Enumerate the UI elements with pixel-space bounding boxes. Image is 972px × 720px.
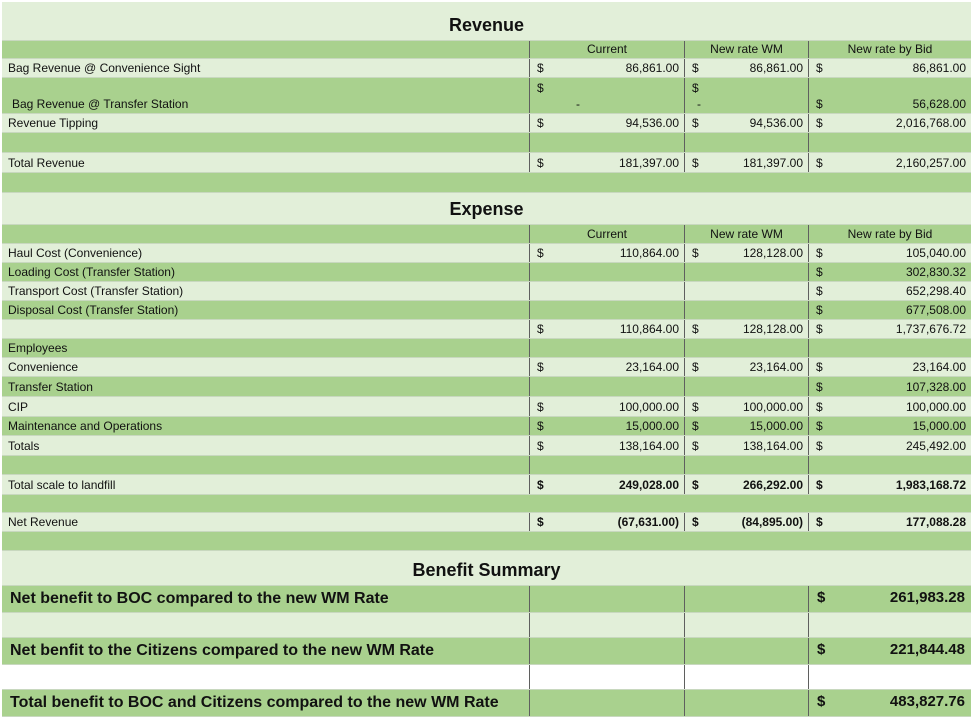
dollar-sign: $: [816, 515, 823, 529]
summary-label: Net benfit to the Citizens compared to the new WM Rate: [10, 642, 435, 659]
table-row[interactable]: [2, 114, 971, 133]
table-row-total-revenue[interactable]: [2, 153, 971, 173]
cell-current: 249,028.00: [618, 478, 679, 492]
dollar-sign: $: [692, 81, 699, 95]
table-row[interactable]: [2, 263, 971, 282]
dollar-sign: $: [816, 419, 823, 433]
cell-new-rate-bid: 105,040.00: [905, 246, 966, 260]
dollar-sign: $: [692, 478, 699, 492]
cell-new-rate-bid: 23,164.00: [912, 360, 966, 374]
header-current: Current: [586, 227, 627, 241]
expense-header-row[interactable]: [2, 225, 971, 244]
row-label: Transfer Station: [8, 380, 93, 394]
table-row-subtotal[interactable]: [2, 320, 971, 339]
row-label: Convenience: [8, 360, 79, 374]
dollar-sign: $: [816, 156, 823, 170]
dollar-sign: $: [537, 439, 544, 453]
dollar-sign: $: [537, 400, 544, 414]
cell-new-rate-wm: 94,536.00: [749, 116, 803, 130]
row-label: Transport Cost (Transfer Station): [8, 284, 184, 298]
dollar-sign: $: [692, 439, 699, 453]
cell-current: 110,864.00: [619, 246, 679, 260]
cell-new-rate-wm: 138,164.00: [742, 439, 803, 453]
dollar-sign: $: [816, 303, 823, 317]
summary-value: 221,844.48: [889, 641, 965, 658]
dollar-sign: $: [692, 156, 699, 170]
cell-new-rate-bid: 652,298.40: [905, 284, 966, 298]
table-row[interactable]: [2, 301, 971, 320]
cell-new-rate-bid: 86,861.00: [912, 61, 966, 75]
dollar-sign: $: [692, 61, 699, 75]
table-row[interactable]: [2, 358, 971, 377]
cell-new-rate-wm: 23,164.00: [749, 360, 803, 374]
table-row[interactable]: [2, 417, 971, 436]
table-row[interactable]: [2, 377, 971, 397]
dollar-sign: $: [816, 322, 823, 336]
dollar-sign: $: [692, 246, 699, 260]
revenue-header-row[interactable]: [2, 41, 971, 59]
cell-new-rate-wm: 86,861.00: [749, 61, 803, 75]
cell-new-rate-bid: 2,016,768.00: [895, 116, 966, 130]
summary-row-total[interactable]: [2, 690, 971, 717]
dollar-sign: $: [816, 284, 823, 298]
dollar-sign: $: [816, 478, 823, 492]
dollar-sign: $: [692, 116, 699, 130]
dollar-sign: $: [537, 156, 544, 170]
dollar-sign: $: [537, 116, 544, 130]
dollar-sign: $: [816, 61, 823, 75]
summary-title: Benefit Summary: [412, 560, 561, 580]
cell-new-rate-wm: 128,128.00: [742, 322, 803, 336]
summary-row-boc[interactable]: [2, 586, 971, 613]
dollar-sign: $: [537, 246, 544, 260]
dollar-sign: $: [692, 419, 699, 433]
cell-current: 100,000.00: [618, 400, 679, 414]
dollar-sign: $: [816, 360, 823, 374]
summary-label: Net benefit to BOC compared to the new WM Rate: [10, 590, 389, 607]
row-label: Loading Cost (Transfer Station): [8, 265, 175, 279]
row-label: Net Revenue: [8, 515, 79, 529]
spacer-row[interactable]: [2, 532, 971, 551]
dollar-sign: $: [816, 380, 823, 394]
dollar-sign: $: [537, 61, 544, 75]
cell-current: 86,861.00: [625, 61, 679, 75]
empty-row[interactable]: [2, 133, 971, 153]
dollar-sign: $: [537, 81, 544, 95]
header-current: Current: [586, 42, 627, 56]
cell-current: -: [576, 97, 580, 111]
dollar-sign: $: [816, 439, 823, 453]
cell-new-rate-bid: 1,737,676.72: [895, 322, 966, 336]
spacer-row[interactable]: [2, 173, 971, 193]
revenue-title-row[interactable]: [2, 2, 971, 41]
cell-new-rate-wm: 266,292.00: [742, 478, 803, 492]
summary-title-row[interactable]: [2, 551, 971, 586]
summary-value: 261,983.28: [889, 589, 965, 606]
summary-label: Total benefit to BOC and Citizens compared to the new WM Rate: [10, 694, 499, 711]
cell-new-rate-bid: 245,492.00: [905, 439, 966, 453]
cell-new-rate-wm: -: [697, 97, 701, 111]
row-label: Maintenance and Operations: [8, 419, 163, 433]
header-new-rate-wm: New rate WM: [710, 227, 783, 241]
dollar-sign: $: [537, 322, 544, 336]
cell-new-rate-bid: 677,508.00: [905, 303, 966, 317]
dollar-sign: $: [817, 641, 826, 658]
cell-new-rate-wm: 100,000.00: [742, 400, 803, 414]
cell-new-rate-bid: 1,983,168.72: [895, 478, 966, 492]
cell-current: 15,000.00: [625, 419, 679, 433]
expense-title-row[interactable]: [2, 193, 971, 225]
dollar-sign: $: [692, 360, 699, 374]
cell-new-rate-bid: 56,628.00: [912, 97, 966, 111]
expense-title: Expense: [449, 199, 524, 219]
table-row[interactable]: [2, 59, 971, 78]
cell-new-rate-wm: (84,895.00): [741, 515, 803, 529]
table-row-total-scale[interactable]: [2, 475, 971, 495]
cell-new-rate-bid: 177,088.28: [905, 515, 966, 529]
dollar-sign: $: [816, 246, 823, 260]
cell-current: 138,164.00: [618, 439, 679, 453]
dollar-sign: $: [816, 116, 823, 130]
row-label: Haul Cost (Convenience): [8, 246, 143, 260]
row-label: Total Revenue: [8, 156, 85, 170]
header-new-rate-bid: New rate by Bid: [847, 227, 933, 241]
cell-current: 23,164.00: [625, 360, 679, 374]
cell-current: (67,631.00): [617, 515, 679, 529]
dollar-sign: $: [692, 515, 699, 529]
table-row[interactable]: [2, 282, 971, 301]
cell-current: 181,397.00: [618, 156, 679, 170]
dollar-sign: $: [537, 419, 544, 433]
header-new-rate-wm: New rate WM: [710, 42, 783, 56]
dollar-sign: $: [817, 693, 826, 710]
cell-new-rate-wm: 15,000.00: [749, 419, 803, 433]
dollar-sign: $: [692, 400, 699, 414]
table-row-totals[interactable]: [2, 436, 971, 456]
empty-row[interactable]: [2, 665, 971, 690]
cell-new-rate-bid: 2,160,257.00: [895, 156, 966, 170]
dollar-sign: $: [816, 265, 823, 279]
row-label: CIP: [8, 400, 29, 414]
dollar-sign: $: [537, 478, 544, 492]
empty-row[interactable]: [2, 613, 971, 638]
cell-new-rate-bid: 15,000.00: [912, 419, 966, 433]
row-label-employees: Employees: [8, 341, 68, 355]
row-label: Disposal Cost (Transfer Station): [8, 303, 179, 317]
table-row-net-revenue[interactable]: [2, 513, 971, 532]
summary-row-citizens[interactable]: [2, 638, 971, 665]
table-row[interactable]: [2, 339, 971, 358]
header-new-rate-bid: New rate by Bid: [847, 42, 933, 56]
row-label: Totals: [8, 439, 40, 453]
cell-new-rate-bid: 100,000.00: [905, 400, 966, 414]
dollar-sign: $: [816, 97, 823, 111]
dollar-sign: $: [537, 515, 544, 529]
dollar-sign: $: [816, 400, 823, 414]
table-row[interactable]: [2, 397, 971, 417]
row-label: Total scale to landfill: [8, 478, 116, 492]
dollar-sign: $: [537, 360, 544, 374]
table-row[interactable]: [2, 244, 971, 263]
table-row[interactable]: [2, 78, 971, 114]
cell-new-rate-bid: 107,328.00: [905, 380, 966, 394]
cell-new-rate-wm: 128,128.00: [742, 246, 803, 260]
dollar-sign: $: [817, 589, 826, 606]
dollar-sign: $: [692, 322, 699, 336]
row-label: Revenue Tipping: [8, 116, 99, 130]
empty-row[interactable]: [2, 456, 971, 475]
cell-current: 94,536.00: [625, 116, 679, 130]
row-label: Bag Revenue @ Convenience Sight: [8, 61, 201, 75]
summary-value: 483,827.76: [889, 693, 965, 710]
cell-current: 110,864.00: [619, 322, 679, 336]
row-label: Bag Revenue @ Transfer Station: [12, 97, 189, 111]
cell-new-rate-bid: 302,830.32: [905, 265, 966, 279]
revenue-title: Revenue: [448, 15, 525, 35]
spacer-row[interactable]: [2, 495, 971, 513]
cell-new-rate-wm: 181,397.00: [742, 156, 803, 170]
